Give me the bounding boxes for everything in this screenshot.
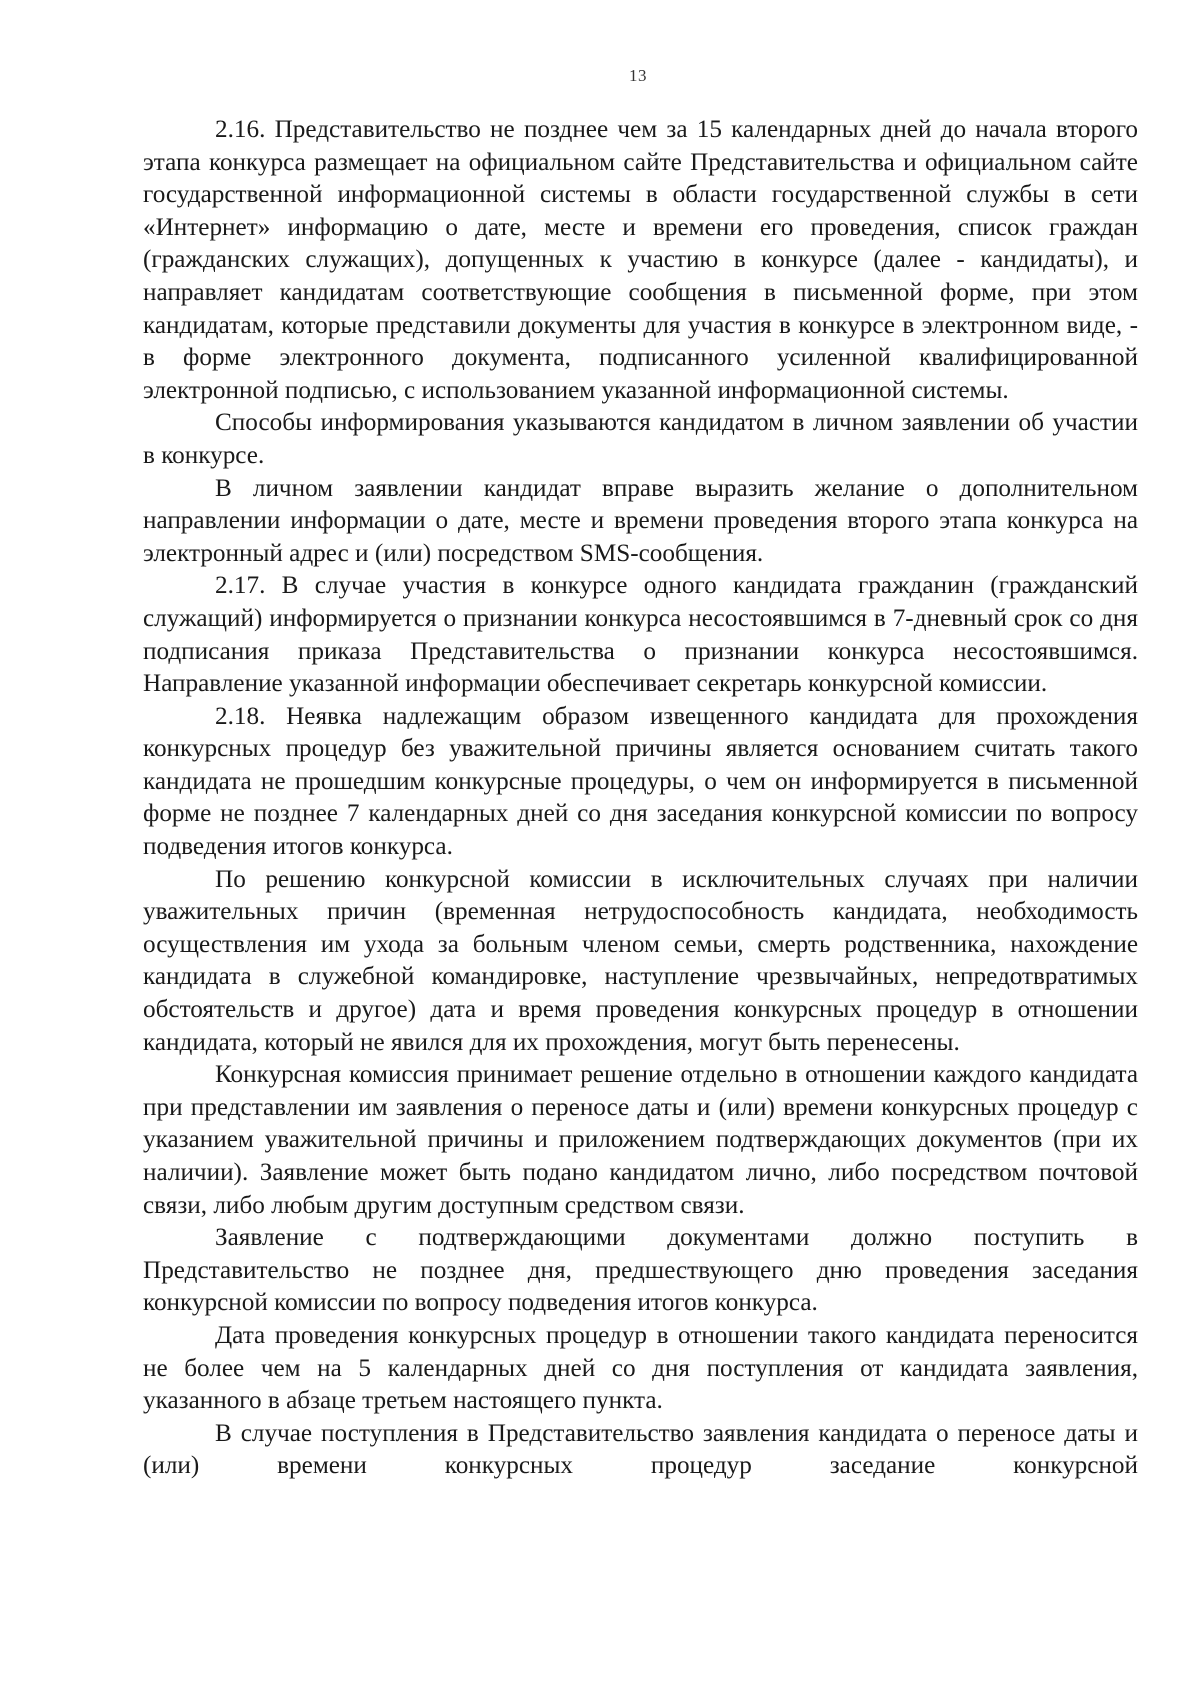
paragraph-application-deadline: Заявление с подтверждающими документами должно поступить в Представительство не позднее дня, предшествующего дню проведения заседания конкурсной комиссии по вопросу подведения итогов конкурса. bbox=[143, 1224, 1138, 1317]
paragraph-2-17: 2.17. В случае участия в конкурсе одного кандидата гражданин (гражданский служащий) информируется о признании конкурса несостоявшимся в 7-дневный срок со дня подписания приказа Представительства о признании конкурса несостоявшимся. Направление указанной информации обеспечивает секретарь конкурсной комиссии. bbox=[143, 572, 1138, 698]
paragraph-additional-notice: В личном заявлении кандидат вправе выразить желание о дополнительном направлении информации о дате, месте и времени проведения второго этапа конкурса на электронный адрес и (или) посредством SMS-сообщения. bbox=[143, 474, 1138, 567]
paragraph-postponement-limit: Дата проведения конкурсных процедур в отношении такого кандидата переносится не более чем на 5 календарных дней со дня поступления от кандидата заявления, указанного в абзаце третьем настоящего пункта. bbox=[143, 1321, 1138, 1415]
paragraph-2-18: 2.18. Неявка надлежащим образом извещенного кандидата для прохождения конкурсных процедур без уважительной причины является основанием считать такого кандидата не прошедшим конкурсные процедуры, о чем он информируется в письменной форме не позднее 7 календарных дней со дня заседания конкурсной комиссии по вопросу подведения итогов конкурса. bbox=[143, 702, 1138, 861]
paragraph-2-16: 2.16. Представительство не позднее чем за 15 календарных дней до начала второго этапа конкурса размещает на официальном сайте Представительства и официальном сайте государственной информационной системы в области государственной службы в сети «Интернет» информацию о дате, месте и времени его проведения, список граждан (гражданских служащих), допущенных к участию в конкурсе (далее - кандидаты), и направляет кандидатам соответствующие сообщения в письменной форме, при этом кандидатам, которые представили документы для участия в конкурсе в электронном виде, - в форме электронного документа, подписанного усиленной квалифицированной электронной подписью, с использованием указанной информационной системы. bbox=[143, 116, 1138, 404]
paragraph-exceptional-cases: По решению конкурсной комиссии в исключительных случаях при наличии уважительных причин (временная нетрудоспособность кандидата, необходимость осуществления им ухода за больным членом семьи, смерть родственника, нахождение кандидата в служебной командировке, наступление чрезвычайных, непредотвратимых обстоятельств и другое) дата и время проведения конкурсных процедур в отношении кандидата, который не явился для их прохождения, могут быть перенесены. bbox=[143, 865, 1138, 1056]
document-body bbox=[143, 114, 1138, 1483]
paragraph-postponement-application: В случае поступления в Представительство заявления кандидата о переносе даты и (или) времени конкурсных процедур заседание конкурсной bbox=[143, 1419, 1138, 1480]
paragraph-commission-decision: Конкурсная комиссия принимает решение отдельно в отношении каждого кандидата при представлении им заявления о переносе даты и (или) времени конкурсных процедур с указанием уважительной причины и приложением подтверждающих документов (при их наличии). Заявление может быть подано кандидатом лично, либо посредством почтовой связи, либо любым другим доступным средством связи. bbox=[143, 1061, 1138, 1219]
page-number: 13 bbox=[629, 66, 647, 85]
paragraph-informing-methods: Способы информирования указываются кандидатом в личном заявлении об участии в конкурсе. bbox=[143, 409, 1138, 469]
